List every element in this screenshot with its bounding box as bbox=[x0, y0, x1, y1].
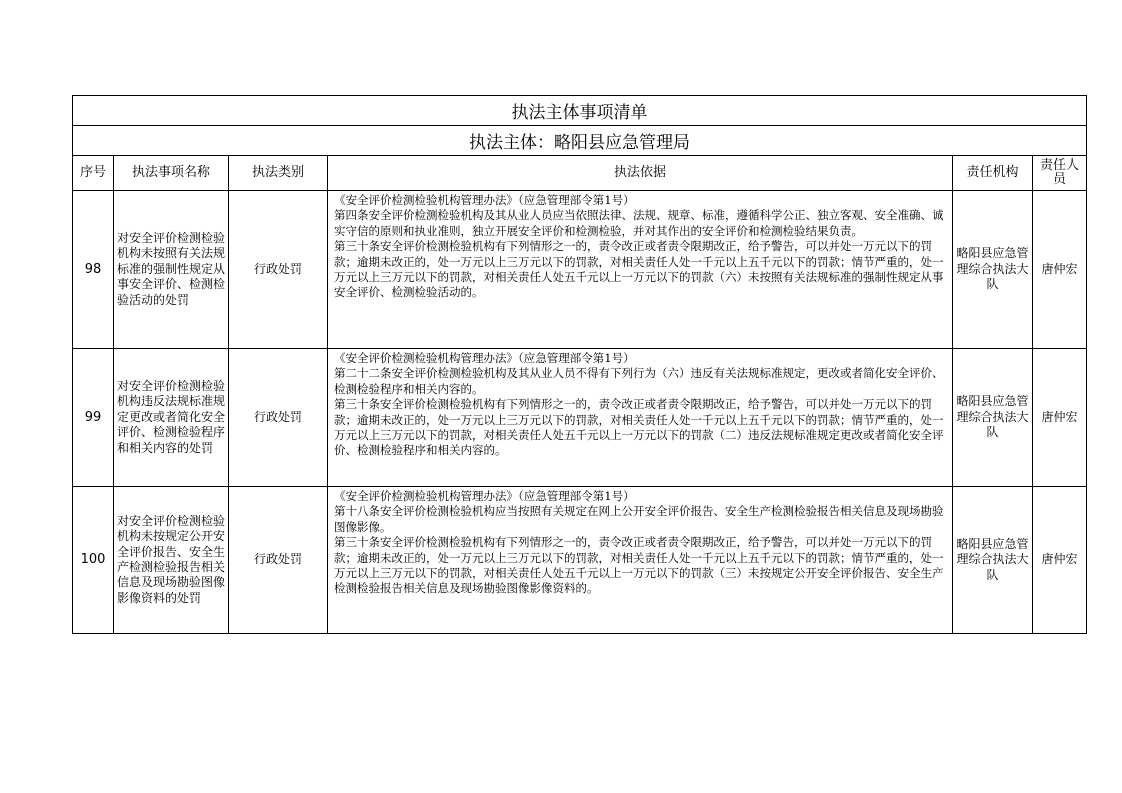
responsible-org: 略阳县应急管理综合执法大队 bbox=[953, 349, 1033, 487]
header-row bbox=[73, 156, 1087, 191]
responsible-org: 略阳县应急管理综合执法大队 bbox=[953, 487, 1033, 634]
header-basis: 执法依据 bbox=[328, 156, 953, 191]
basis-line: 第三十条安全评价检测检验机构有下列情形之一的，责令改正或者责令限期改正，给予警告，可以并处一万元以下的罚款；逾期未改正的，处一万元以上三万元以下的罚款，对相关责任人处一千元以上五千元以下的罚款；情节严重的，处一万元以上三万元以下的罚款，对相关责任人处五千元以上一万元以下的罚款（六）未按照有关法规标准的强制性规定从事安全评价、检测检验活动的。 bbox=[334, 239, 944, 300]
sheet-title: 执法主体事项清单 bbox=[73, 96, 1087, 126]
basis-line: 第十八条安全评价检测检验机构应当按照有关规定在网上公开安全评价报告、安全生产检测检验报告相关信息及现场勘验图像影像。 bbox=[334, 504, 944, 534]
basis-line: 第三十条安全评价检测检验机构有下列情形之一的，责令改正或者责令限期改正，给予警告，可以并处一万元以下的罚款；逾期未改正的，处一万元以上三万元以下的罚款，对相关责任人处一千元以上五千元以下的罚款；情节严重的，处一万元以上三万元以下的罚款，对相关责任人处五千元以上一万元以下的罚款（二）违反法规标准规定更改或者简化安全评价、检测检验程序和相关内容的。 bbox=[334, 397, 944, 458]
item-type: 行政处罚 bbox=[229, 487, 328, 634]
header-no: 序号 bbox=[73, 156, 114, 191]
legal-basis bbox=[328, 487, 953, 634]
header-org: 责任机构 bbox=[953, 156, 1033, 191]
item-name: 对安全评价检测检验机构未按照有关法规标准的强制性规定从事安全评价、检测检验活动的处罚 bbox=[114, 191, 229, 349]
table-row bbox=[73, 349, 1087, 487]
legal-basis bbox=[328, 191, 953, 349]
basis-line: 第二十二条安全评价检测检验机构及其从业人员不得有下列行为（六）违反有关法规标准规定，更改或者简化安全评价、检测检验程序和相关内容的。 bbox=[334, 366, 944, 396]
item-name: 对安全评价检测检验机构未按规定公开安全评价报告、安全生产检测检验报告相关信息及现场勘验图像影像资料的处罚 bbox=[114, 487, 229, 634]
basis-line: 《安全评价检测检验机构管理办法》（应急管理部令第1号） bbox=[334, 489, 635, 503]
row-no: 98 bbox=[73, 191, 114, 349]
enforcement-items-table bbox=[72, 95, 1087, 634]
responsible-person: 唐仲宏 bbox=[1033, 191, 1087, 349]
responsible-person: 唐仲宏 bbox=[1033, 487, 1087, 634]
header-person: 责任人员 bbox=[1033, 156, 1087, 191]
responsible-person: 唐仲宏 bbox=[1033, 349, 1087, 487]
enforcement-subject: 执法主体：略阳县应急管理局 bbox=[73, 126, 1087, 156]
header-type: 执法类别 bbox=[229, 156, 328, 191]
row-no: 100 bbox=[73, 487, 114, 634]
basis-line: 第四条安全评价检测检验机构及其从业人员应当依照法律、法规、规章、标准，遵循科学公正、独立客观、安全准确、诚实守信的原则和执业准则，独立开展安全评价和检测检验，并对其作出的安全评价和检测检验结果负责。 bbox=[334, 208, 944, 238]
basis-line: 《安全评价检测检验机构管理办法》（应急管理部令第1号） bbox=[334, 193, 635, 207]
item-type: 行政处罚 bbox=[229, 191, 328, 349]
legal-basis bbox=[328, 349, 953, 487]
basis-line: 《安全评价检测检验机构管理办法》（应急管理部令第1号） bbox=[334, 351, 635, 365]
row-no: 99 bbox=[73, 349, 114, 487]
item-name: 对安全评价检测检验机构违反法规标准规定更改或者简化安全评价、检测检验程序和相关内容的处罚 bbox=[114, 349, 229, 487]
responsible-org: 略阳县应急管理综合执法大队 bbox=[953, 191, 1033, 349]
basis-line: 第三十条安全评价检测检验机构有下列情形之一的，责令改正或者责令限期改正，给予警告，可以并处一万元以下的罚款；逾期未改正的，处一万元以上三万元以下的罚款，对相关责任人处一千元以上五千元以下的罚款；情节严重的，处一万元以上三万元以下的罚款，对相关责任人处五千元以上一万元以下的罚款（三）未按规定公开安全评价报告、安全生产检测检验报告相关信息及现场勘验图像影像资料的。 bbox=[334, 535, 944, 596]
table-row bbox=[73, 487, 1087, 634]
item-type: 行政处罚 bbox=[229, 349, 328, 487]
header-name: 执法事项名称 bbox=[114, 156, 229, 191]
table-row bbox=[73, 191, 1087, 349]
